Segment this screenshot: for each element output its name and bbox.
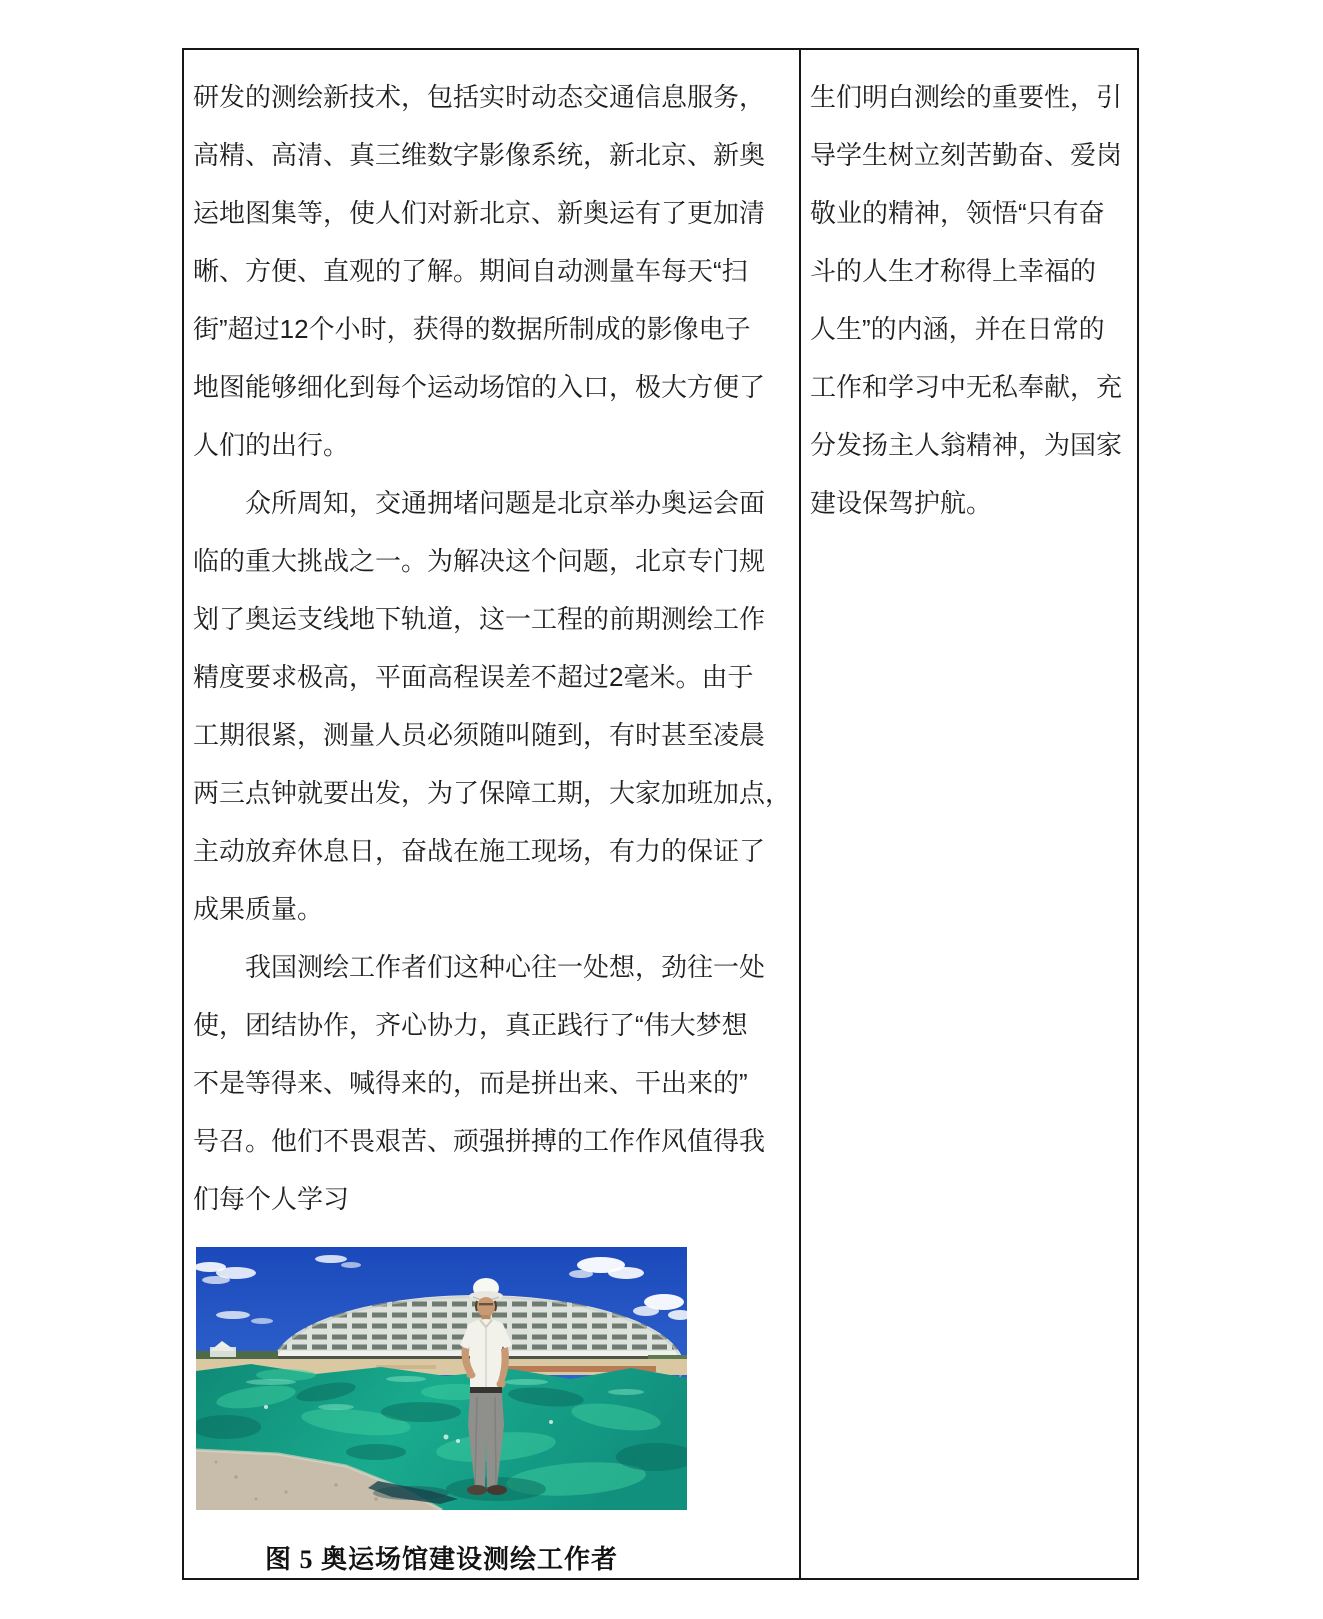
text-line: 不是等得来、喊得来的，而是拼出来、干出来的” xyxy=(193,1068,748,1098)
text-line: 我国测绘工作者们这种心往一处想，劲往一处 xyxy=(245,952,766,982)
text-line: 高精、高清、真三维数字影像系统，新北京、新奥 xyxy=(193,140,766,170)
text-line: 晰、方便、直观的了解。期间自动测量车每天“扫 xyxy=(193,256,748,286)
text-line: 主动放弃休息日，奋战在施工现场，有力的保证了 xyxy=(193,836,766,866)
right-column-text xyxy=(810,68,1129,532)
text-line: 众所周知，交通拥堵问题是北京举办奥运会面 xyxy=(245,488,766,518)
text-line: 成果质量。 xyxy=(193,894,324,924)
text-line: 号召。他们不畏艰苦、顽强拼搏的工作作风值得我 xyxy=(193,1126,766,1156)
text-line: 工期很紧，测量人员必须随叫随到，有时甚至凌晨 xyxy=(193,720,766,750)
text-line: 们每个人学习 xyxy=(193,1184,350,1214)
text-line: 临的重大挑战之一。为解决这个问题，北京专门规 xyxy=(193,546,766,576)
figure xyxy=(196,1247,687,1576)
text-line: 两三点钟就要出发，为了保障工期，大家加班加点， xyxy=(193,778,792,808)
text-line: 研发的测绘新技术，包括实时动态交通信息服务， xyxy=(193,82,766,112)
text-line: 生们明白测绘的重要性，引 xyxy=(810,82,1123,112)
right-column xyxy=(799,50,1137,1578)
text-line: 分发扬主人翁精神，为国家 xyxy=(810,430,1123,460)
text-line: 敬业的精神，领悟“只有奋 xyxy=(810,198,1105,228)
left-column-text xyxy=(193,68,799,1228)
text-line: 工作和学习中无私奉献，充 xyxy=(810,372,1123,402)
text-line: 斗的人生才称得上幸福的 xyxy=(810,256,1097,286)
text-line: 人们的出行。 xyxy=(193,430,350,460)
text-line: 地图能够细化到每个运动场馆的入口，极大方便了 xyxy=(193,372,766,402)
text-line: 建设保驾护航。 xyxy=(810,488,993,518)
figure-photo xyxy=(196,1247,687,1510)
text-line: 使，团结协作，齐心协力，真正践行了“伟大梦想 xyxy=(193,1010,748,1040)
text-line: 导学生树立刻苦勤奋、爱岗 xyxy=(810,140,1123,170)
content-table xyxy=(182,48,1139,1580)
text-line: 街”超过12个小时，获得的数据所制成的影像电子 xyxy=(193,314,751,344)
text-line: 运地图集等，使人们对新北京、新奥运有了更加清 xyxy=(193,198,766,228)
left-column xyxy=(184,50,799,1578)
text-line: 精度要求极高，平面高程误差不超过2毫米。由于 xyxy=(193,662,754,692)
text-line: 人生”的内涵，并在日常的 xyxy=(810,314,1105,344)
figure-caption: 图 5 奥运场馆建设测绘工作者 xyxy=(264,1545,618,1574)
text-line: 划了奥运支线地下轨道，这一工程的前期测绘工作 xyxy=(193,604,766,634)
